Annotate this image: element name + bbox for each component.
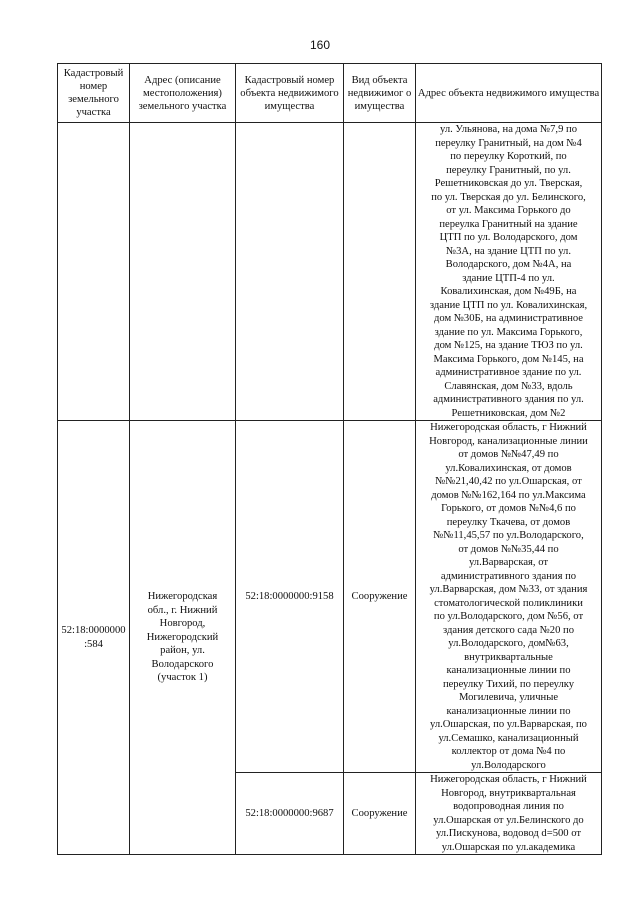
table-row — [58, 123, 602, 421]
object-cadastral-cell-empty — [236, 123, 344, 421]
land-address-cell: Нижегородская обл., г. Нижний Новгород, Нижегородский район, ул. Володарского (участок 1) — [130, 421, 236, 855]
object-cadastral-cell: 52:18:0000000:9158 — [236, 421, 344, 773]
table-header-row — [58, 64, 602, 123]
object-type-cell: Сооружение — [344, 421, 416, 773]
land-cadastral-cell: 52:18:0000000 :584 — [58, 421, 130, 855]
object-type-cell: Сооружение — [344, 773, 416, 855]
header-object-type: Вид объекта недвижимог о имущества — [344, 64, 416, 123]
header-object-cadastral: Кадастровый номер объекта недвижимого имущества — [236, 64, 344, 123]
object-address-cell: Нижегородская область, г Нижний Новгород, внутриквартальная водопроводная линия по ул.Ошарская от ул.Белинского до ул.Пискунова, водовод d=500 от ул.Ошарская по ул.академика — [416, 773, 602, 855]
cadastral-table — [57, 63, 602, 855]
land-cadastral-cell-empty — [58, 123, 130, 421]
object-cadastral-cell: 52:18:0000000:9687 — [236, 773, 344, 855]
header-object-address: Адрес объекта недвижимого имущества — [416, 64, 602, 123]
header-land-cadastral: Кадастровый номер земельного участка — [58, 64, 130, 123]
land-address-cell-empty — [130, 123, 236, 421]
table-row — [58, 421, 602, 773]
header-land-address: Адрес (описание местоположения) земельного участка — [130, 64, 236, 123]
object-type-cell-empty — [344, 123, 416, 421]
page-number: 160 — [309, 38, 331, 52]
object-address-cell: Нижегородская область, г Нижний Новгород, канализационные линии от домов №№47,49 по ул.Ковалихинская, от домов №№21,40,42 по ул.Ошарская, от домов №№162,164 по ул.Максима Горького, от домов №№4,6 по переулку Ткачева, от домов №№11,45,57 по ул.Володарского, от домов №№35,44 по ул.Варварская, от административного здания по ул.Варварская, дом №33, от здания стоматологической поликлиники по ул.Володарского, дом №56, от здания детского сада №20 по ул.Володарского, дом№63, внутриквартальные канализационные линии по переулку Тихий, по переулку Могилевича, уличные канализационные линии по ул.Ошарская, по ул.Варварская, по ул.Семашко, канализационный коллектор от дома №4 по ул.Володарского — [416, 421, 602, 773]
object-address-cell: ул. Ульянова, на дома №7,9 по переулку Гранитный, на дом №4 по переулку Короткий, по переулку Гранитный, по ул. Решетниковская до ул. Тверская, по ул. Тверская до ул. Белинского, от ул. Максима Горького до переулка Гранитный на здание ЦТП по ул. Володарского, дом №3А, на здание ЦТП по ул. Володарского, дом №4А, на здание ЦТП-4 по ул. Ковалихинская, дом №49Б, на здание ЦТП по ул. Ковалихинская, дом №30Б, на административное здание по ул. Максима Горького, дом №125, на здание ТЮЗ по ул. Максима Горького, дом №145, на административное здание по ул. Славянская, дом №33, вдоль административного здания по ул. Решетниковская, дом №2 — [416, 123, 602, 421]
